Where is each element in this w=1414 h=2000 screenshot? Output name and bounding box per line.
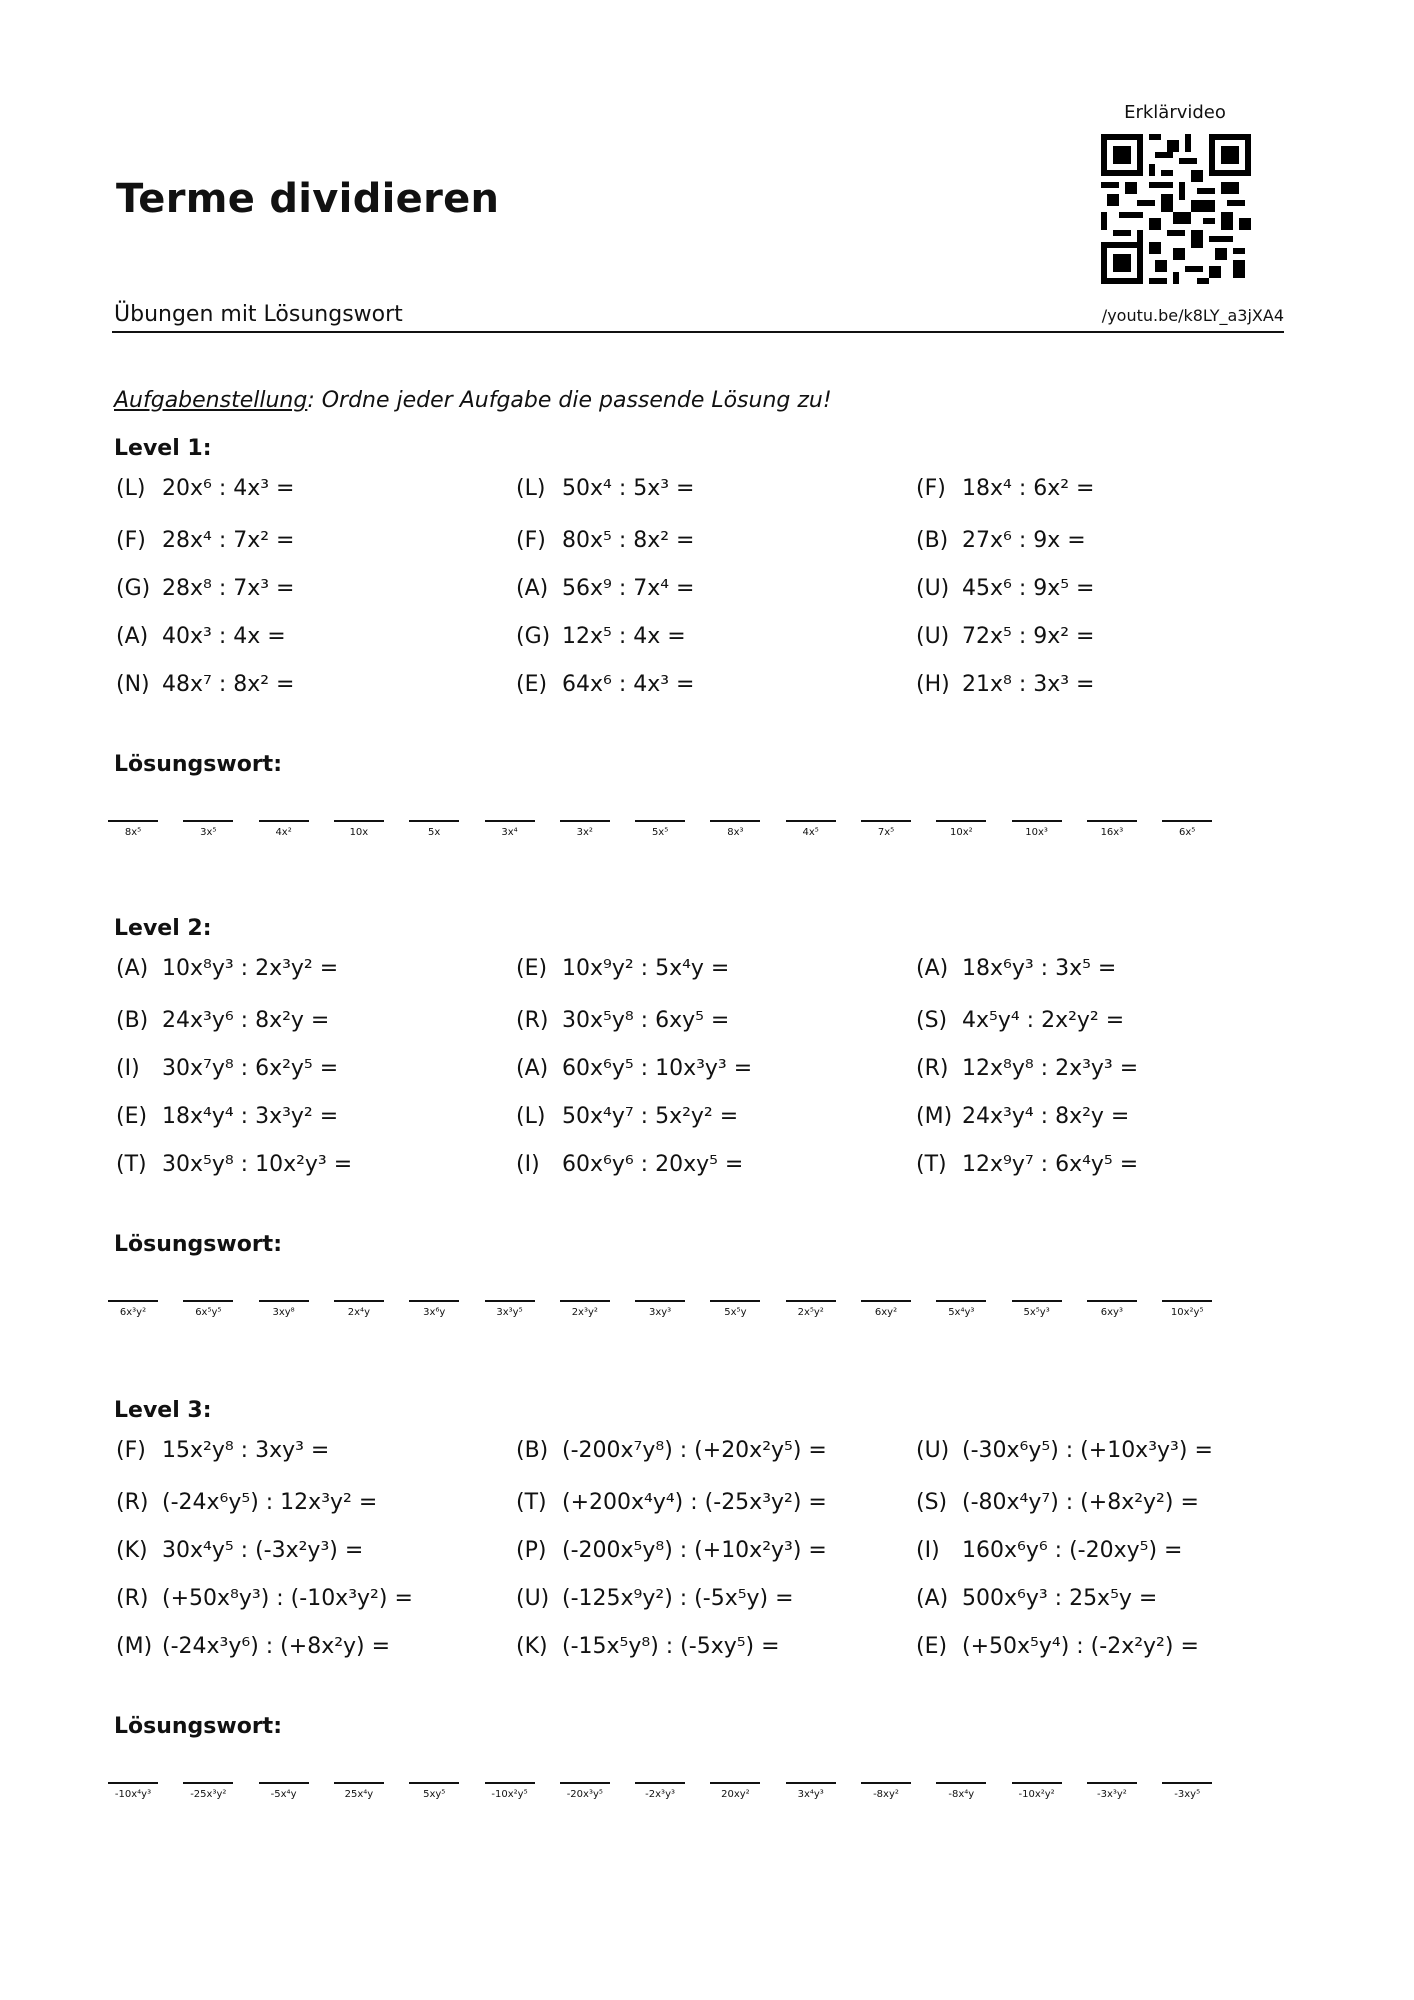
answer-term: 20xy² bbox=[721, 1789, 750, 1800]
answer-term: 6x⁵y⁵ bbox=[195, 1307, 222, 1318]
answer-slot[interactable] bbox=[936, 1300, 986, 1318]
task-item bbox=[116, 624, 286, 649]
answer-slot[interactable] bbox=[936, 820, 986, 838]
task-expression: 30x⁷y⁸ : 6x²y⁵ = bbox=[162, 1056, 339, 1081]
task-letter: (A) bbox=[516, 576, 549, 601]
answer-blank-line[interactable] bbox=[334, 820, 384, 822]
answer-slot[interactable] bbox=[710, 820, 760, 838]
answer-slot[interactable] bbox=[183, 1300, 233, 1318]
task-expression: 48x⁷ : 8x² = bbox=[162, 672, 295, 697]
answer-blank-line[interactable] bbox=[560, 820, 610, 822]
task-expression: 160x⁶y⁶ : (-20xy⁵) = bbox=[962, 1538, 1183, 1563]
task-item bbox=[916, 1056, 1138, 1081]
answer-term: 10x bbox=[349, 827, 369, 838]
header-rule bbox=[112, 331, 1284, 333]
answer-slot[interactable] bbox=[183, 820, 233, 838]
task-expression: 56x⁹ : 7x⁴ = bbox=[562, 576, 695, 601]
task-expression: (-24x³y⁶) : (+8x²y) = bbox=[162, 1634, 391, 1659]
task-expression: 18x⁴y⁴ : 3x³y² = bbox=[162, 1104, 339, 1129]
answer-term: 2x⁵y² bbox=[797, 1307, 824, 1318]
answer-blank-line[interactable] bbox=[259, 1782, 309, 1784]
task-item bbox=[916, 1586, 1157, 1611]
answer-blank-line[interactable] bbox=[635, 1300, 685, 1302]
answer-term: 3xy³ bbox=[648, 1307, 672, 1318]
task-item bbox=[516, 1056, 752, 1081]
answer-slot[interactable] bbox=[861, 1300, 911, 1318]
answer-slot[interactable] bbox=[710, 1300, 760, 1318]
answer-blank-line[interactable] bbox=[861, 1782, 911, 1784]
qr-code[interactable] bbox=[1101, 134, 1251, 284]
task-item bbox=[516, 672, 695, 697]
answer-blank-line[interactable] bbox=[108, 1782, 158, 1784]
task-expression: 40x³ : 4x = bbox=[162, 624, 286, 649]
answer-term: -10x⁴y³ bbox=[114, 1789, 152, 1800]
answer-slot[interactable] bbox=[183, 1782, 233, 1800]
answer-blank-line[interactable] bbox=[334, 1782, 384, 1784]
task-expression: 15x²y⁸ : 3xy³ = bbox=[162, 1438, 330, 1463]
task-item bbox=[516, 1490, 827, 1515]
task-letter: (R) bbox=[516, 1008, 549, 1033]
task-expression: 4x⁵y⁴ : 2x²y² = bbox=[962, 1008, 1125, 1033]
answer-term: 3x⁶y bbox=[423, 1307, 446, 1318]
answer-slot[interactable] bbox=[786, 1782, 836, 1800]
answer-slot[interactable] bbox=[635, 1300, 685, 1318]
qr-caption: Erklärvideo bbox=[1124, 102, 1226, 123]
answer-slot[interactable] bbox=[1087, 1782, 1137, 1800]
answer-term: -5x⁴y bbox=[270, 1789, 297, 1800]
task-item bbox=[916, 1438, 1213, 1463]
answer-blank-line[interactable] bbox=[710, 1300, 760, 1302]
task-item bbox=[116, 956, 338, 981]
task-item bbox=[916, 624, 1095, 649]
task-letter: (G) bbox=[516, 624, 551, 649]
task-expression: (-15x⁵y⁸) : (-5xy⁵) = bbox=[562, 1634, 780, 1659]
answer-blank-line[interactable] bbox=[635, 820, 685, 822]
task-item bbox=[516, 624, 686, 649]
task-expression: 64x⁶ : 4x³ = bbox=[562, 672, 695, 697]
task-expression: 10x⁹y² : 5x⁴y = bbox=[562, 956, 730, 981]
task-letter: (M) bbox=[116, 1634, 153, 1659]
answer-term: 10x³ bbox=[1025, 827, 1048, 838]
task-item bbox=[916, 1634, 1199, 1659]
task-expression: 30x⁵y⁸ : 10x²y³ = bbox=[162, 1152, 353, 1177]
answer-blank-line[interactable] bbox=[786, 1300, 836, 1302]
task-item bbox=[516, 1008, 729, 1033]
instruction-text: : Ordne jeder Aufgabe die passende Lösung zu! bbox=[307, 388, 832, 413]
solution-word-label: Lösungswort: bbox=[114, 752, 282, 777]
answer-blank-line[interactable] bbox=[710, 820, 760, 822]
task-item bbox=[516, 956, 729, 981]
answer-blank-line[interactable] bbox=[183, 820, 233, 822]
task-expression: 30x⁵y⁸ : 6xy⁵ = bbox=[562, 1008, 730, 1033]
page-title: Terme dividieren bbox=[116, 176, 500, 222]
task-item bbox=[516, 1634, 780, 1659]
answer-slot[interactable] bbox=[1012, 1300, 1062, 1318]
answer-term: 3x⁴ bbox=[501, 827, 518, 838]
task-item bbox=[116, 1056, 338, 1081]
answer-blank-line[interactable] bbox=[409, 820, 459, 822]
answer-blank-line[interactable] bbox=[1087, 820, 1137, 822]
page-subtitle: Übungen mit Lösungswort bbox=[114, 302, 403, 327]
task-letter: (A) bbox=[116, 956, 149, 981]
answer-term: -25x³y² bbox=[190, 1789, 227, 1800]
task-item bbox=[516, 1586, 794, 1611]
answer-term: -8x⁴y bbox=[948, 1789, 975, 1800]
task-item bbox=[516, 1104, 738, 1129]
solution-word-label: Lösungswort: bbox=[114, 1714, 282, 1739]
answer-term: 5x bbox=[428, 827, 441, 838]
answer-blank-line[interactable] bbox=[108, 820, 158, 822]
answer-term: 10x²y⁵ bbox=[1170, 1307, 1204, 1318]
task-item bbox=[116, 672, 295, 697]
answer-blank-line[interactable] bbox=[183, 1782, 233, 1784]
answer-term: 10x² bbox=[949, 827, 973, 838]
task-letter: (T) bbox=[516, 1490, 547, 1515]
task-item bbox=[116, 528, 295, 553]
task-expression: (+50x⁸y³) : (-10x³y²) = bbox=[162, 1586, 413, 1611]
task-letter: (B) bbox=[916, 528, 949, 553]
task-expression: 50x⁴ : 5x³ = bbox=[562, 476, 695, 501]
task-letter: (L) bbox=[516, 476, 546, 501]
answer-term: -3x³y² bbox=[1096, 1789, 1127, 1800]
answer-term: 3x² bbox=[576, 827, 593, 838]
task-item bbox=[516, 1438, 827, 1463]
answer-slot[interactable] bbox=[108, 1300, 158, 1318]
answer-term: 8x³ bbox=[727, 827, 744, 838]
level-2-label: Level 2: bbox=[114, 916, 212, 941]
answer-term: 3x⁴y³ bbox=[797, 1789, 824, 1800]
solution-word-label: Lösungswort: bbox=[114, 1232, 282, 1257]
answer-term: -2x³y³ bbox=[645, 1789, 675, 1800]
task-item bbox=[916, 576, 1095, 601]
answer-slot[interactable] bbox=[485, 1300, 535, 1318]
task-letter: (T) bbox=[916, 1152, 947, 1177]
task-expression: 20x⁶ : 4x³ = bbox=[162, 476, 295, 501]
answer-slot[interactable] bbox=[334, 820, 384, 838]
answer-blank-line[interactable] bbox=[409, 1782, 459, 1784]
answer-slot[interactable] bbox=[259, 1782, 309, 1800]
task-letter: (M) bbox=[916, 1104, 953, 1129]
answer-term: -10x²y⁵ bbox=[491, 1789, 528, 1800]
task-letter: (I) bbox=[116, 1056, 140, 1081]
task-expression: 27x⁶ : 9x = bbox=[962, 528, 1086, 553]
level-3-label: Level 3: bbox=[114, 1398, 212, 1423]
task-expression: 80x⁵ : 8x² = bbox=[562, 528, 695, 553]
answer-blank-line[interactable] bbox=[635, 1782, 685, 1784]
task-letter: (H) bbox=[916, 672, 950, 697]
answer-term: 6xy² bbox=[874, 1307, 898, 1318]
answer-blank-line[interactable] bbox=[710, 1782, 760, 1784]
answer-slot[interactable] bbox=[108, 820, 158, 838]
task-letter: (F) bbox=[116, 528, 146, 553]
task-letter: (R) bbox=[916, 1056, 949, 1081]
answer-slot[interactable] bbox=[786, 820, 836, 838]
answer-slot[interactable] bbox=[485, 820, 535, 838]
task-letter: (U) bbox=[916, 624, 950, 649]
answer-slot[interactable] bbox=[259, 1300, 309, 1318]
answer-term: 6x³y² bbox=[119, 1307, 147, 1318]
answer-blank-line[interactable] bbox=[409, 1300, 459, 1302]
level-1-label: Level 1: bbox=[114, 436, 212, 461]
answer-slot[interactable] bbox=[1087, 1300, 1137, 1318]
task-letter: (E) bbox=[516, 672, 548, 697]
task-item bbox=[116, 576, 295, 601]
task-item bbox=[116, 476, 295, 501]
task-expression: (-200x⁷y⁸) : (+20x²y⁵) = bbox=[562, 1438, 827, 1463]
task-letter: (K) bbox=[516, 1634, 548, 1659]
task-letter: (F) bbox=[916, 476, 946, 501]
task-item bbox=[916, 528, 1086, 553]
task-letter: (B) bbox=[516, 1438, 549, 1463]
answer-blank-line[interactable] bbox=[560, 1300, 610, 1302]
answer-term: -3xy⁵ bbox=[1174, 1789, 1201, 1800]
answer-slot[interactable] bbox=[560, 1300, 610, 1318]
task-expression: 28x⁸ : 7x³ = bbox=[162, 576, 295, 601]
answer-slot[interactable] bbox=[108, 1782, 158, 1800]
answer-slot[interactable] bbox=[936, 1782, 986, 1800]
answer-term: 3xy⁸ bbox=[272, 1307, 295, 1318]
task-item bbox=[516, 576, 695, 601]
task-expression: (-200x⁵y⁸) : (+10x²y³) = bbox=[562, 1538, 827, 1563]
task-expression: 24x³y⁴ : 8x²y = bbox=[962, 1104, 1130, 1129]
answer-blank-line[interactable] bbox=[1087, 1300, 1137, 1302]
task-letter: (E) bbox=[916, 1634, 948, 1659]
task-item bbox=[516, 528, 695, 553]
task-letter: (B) bbox=[116, 1008, 149, 1033]
answer-term: 8x⁵ bbox=[124, 827, 142, 838]
answer-term: -20x³y⁵ bbox=[566, 1789, 603, 1800]
answer-blank-line[interactable] bbox=[334, 1300, 384, 1302]
task-item bbox=[516, 476, 695, 501]
answer-slot[interactable] bbox=[334, 1300, 384, 1318]
answer-term: 2x³y² bbox=[571, 1307, 598, 1318]
task-expression: 30x⁴y⁵ : (-3x²y³) = bbox=[162, 1538, 364, 1563]
answer-blank-line[interactable] bbox=[936, 1300, 986, 1302]
answer-term: -10x²y² bbox=[1018, 1789, 1055, 1800]
task-letter: (N) bbox=[116, 672, 150, 697]
task-letter: (A) bbox=[916, 1586, 949, 1611]
task-item bbox=[116, 1438, 329, 1463]
answer-blank-line[interactable] bbox=[183, 1300, 233, 1302]
task-expression: 12x⁹y⁷ : 6x⁴y⁵ = bbox=[962, 1152, 1139, 1177]
task-expression: 60x⁶y⁵ : 10x³y³ = bbox=[562, 1056, 753, 1081]
answer-term: 7x⁵ bbox=[877, 827, 895, 838]
task-item bbox=[916, 476, 1095, 501]
task-expression: (-24x⁶y⁵) : 12x³y² = bbox=[162, 1490, 378, 1515]
task-letter: (U) bbox=[916, 1438, 950, 1463]
answer-slot[interactable] bbox=[861, 820, 911, 838]
answer-blank-line[interactable] bbox=[1162, 1300, 1212, 1302]
answer-blank-line[interactable] bbox=[485, 820, 535, 822]
answer-blank-line[interactable] bbox=[259, 1300, 309, 1302]
task-expression: 18x⁴ : 6x² = bbox=[962, 476, 1095, 501]
answer-slot[interactable] bbox=[1162, 820, 1212, 838]
task-letter: (U) bbox=[516, 1586, 550, 1611]
answer-slot[interactable] bbox=[1012, 1782, 1062, 1800]
task-letter: (A) bbox=[916, 956, 949, 981]
task-item bbox=[916, 1152, 1138, 1177]
answer-blank-line[interactable] bbox=[560, 1782, 610, 1784]
task-item bbox=[916, 956, 1116, 981]
answer-slot[interactable] bbox=[635, 1782, 685, 1800]
answer-blank-line[interactable] bbox=[1087, 1782, 1137, 1784]
task-expression: (-125x⁹y²) : (-5x⁵y) = bbox=[562, 1586, 794, 1611]
task-item bbox=[516, 1152, 743, 1177]
task-expression: (-80x⁴y⁷) : (+8x²y²) = bbox=[962, 1490, 1199, 1515]
task-letter: (R) bbox=[116, 1586, 149, 1611]
answer-slot[interactable] bbox=[409, 820, 459, 838]
answer-term: 5x⁵y bbox=[724, 1307, 747, 1318]
answer-slot[interactable] bbox=[560, 820, 610, 838]
answer-term: 4x² bbox=[275, 827, 292, 838]
answer-blank-line[interactable] bbox=[1012, 1782, 1062, 1784]
instruction-label: Aufgabenstellung bbox=[114, 388, 308, 413]
answer-slot[interactable] bbox=[710, 1782, 760, 1800]
task-expression: 72x⁵ : 9x² = bbox=[962, 624, 1095, 649]
answer-slot[interactable] bbox=[485, 1782, 535, 1800]
task-letter: (U) bbox=[916, 576, 950, 601]
answer-term: 3x⁵ bbox=[200, 827, 217, 838]
answer-term: 6x⁵ bbox=[1179, 827, 1196, 838]
task-letter: (R) bbox=[116, 1490, 149, 1515]
answer-blank-line[interactable] bbox=[485, 1782, 535, 1784]
answer-slot[interactable] bbox=[635, 820, 685, 838]
task-letter: (L) bbox=[116, 476, 146, 501]
answer-term: 4x⁵ bbox=[802, 827, 819, 838]
task-letter: (T) bbox=[116, 1152, 147, 1177]
task-expression: 10x⁸y³ : 2x³y² = bbox=[162, 956, 339, 981]
answer-term: 3x³y⁵ bbox=[496, 1307, 523, 1318]
task-letter: (K) bbox=[116, 1538, 148, 1563]
answer-blank-line[interactable] bbox=[936, 1782, 986, 1784]
task-letter: (P) bbox=[516, 1538, 547, 1563]
task-expression: 28x⁴ : 7x² = bbox=[162, 528, 295, 553]
answer-blank-line[interactable] bbox=[1012, 1300, 1062, 1302]
task-letter: (I) bbox=[516, 1152, 540, 1177]
task-letter: (F) bbox=[116, 1438, 146, 1463]
answer-slot[interactable] bbox=[786, 1300, 836, 1318]
answer-blank-line[interactable] bbox=[259, 820, 309, 822]
answer-slot[interactable] bbox=[409, 1782, 459, 1800]
task-letter: (S) bbox=[916, 1490, 948, 1515]
task-letter: (E) bbox=[116, 1104, 148, 1129]
answer-blank-line[interactable] bbox=[936, 820, 986, 822]
answer-blank-line[interactable] bbox=[485, 1300, 535, 1302]
task-item bbox=[916, 1104, 1129, 1129]
answer-slot[interactable] bbox=[1162, 1782, 1212, 1800]
task-expression: 12x⁵ : 4x = bbox=[562, 624, 686, 649]
answer-term: 16x³ bbox=[1100, 827, 1124, 838]
task-item bbox=[916, 1490, 1199, 1515]
task-item bbox=[916, 1538, 1182, 1563]
answer-blank-line[interactable] bbox=[108, 1300, 158, 1302]
answer-term: 5x⁵ bbox=[651, 827, 669, 838]
task-item bbox=[116, 1104, 338, 1129]
instruction bbox=[114, 388, 832, 413]
answer-term: 5x⁴y³ bbox=[948, 1307, 975, 1318]
task-letter: (G) bbox=[116, 576, 151, 601]
task-expression: (+50x⁵y⁴) : (-2x²y²) = bbox=[962, 1634, 1199, 1659]
answer-slot[interactable] bbox=[259, 820, 309, 838]
answer-slot[interactable] bbox=[334, 1782, 384, 1800]
task-item bbox=[116, 1152, 352, 1177]
task-letter: (A) bbox=[516, 1056, 549, 1081]
answer-term: 5x⁵y³ bbox=[1023, 1307, 1050, 1318]
answer-term: 2x⁴y bbox=[347, 1307, 370, 1318]
task-item bbox=[116, 1008, 329, 1033]
answer-term: 6xy³ bbox=[1100, 1307, 1123, 1318]
task-expression: 18x⁶y³ : 3x⁵ = bbox=[962, 956, 1117, 981]
task-letter: (A) bbox=[116, 624, 149, 649]
answer-blank-line[interactable] bbox=[1012, 820, 1062, 822]
task-letter: (L) bbox=[516, 1104, 546, 1129]
task-item bbox=[916, 1008, 1124, 1033]
answer-blank-line[interactable] bbox=[1162, 820, 1212, 822]
answer-term: 25x⁴y bbox=[344, 1789, 374, 1800]
answer-term: 5xy⁵ bbox=[423, 1789, 446, 1800]
answer-slot[interactable] bbox=[560, 1782, 610, 1800]
task-expression: 60x⁶y⁶ : 20xy⁵ = bbox=[562, 1152, 744, 1177]
task-item bbox=[116, 1586, 413, 1611]
answer-slot[interactable] bbox=[409, 1300, 459, 1318]
task-letter: (I) bbox=[916, 1538, 940, 1563]
task-expression: 45x⁶ : 9x⁵ = bbox=[962, 576, 1095, 601]
task-letter: (E) bbox=[516, 956, 548, 981]
task-item bbox=[116, 1634, 390, 1659]
task-item bbox=[916, 672, 1095, 697]
answer-slot[interactable] bbox=[1012, 820, 1062, 838]
answer-blank-line[interactable] bbox=[786, 820, 836, 822]
answer-slot[interactable] bbox=[1162, 1300, 1212, 1318]
answer-blank-line[interactable] bbox=[861, 1300, 911, 1302]
task-letter: (F) bbox=[516, 528, 546, 553]
task-item bbox=[116, 1490, 377, 1515]
task-expression: 50x⁴y⁷ : 5x²y² = bbox=[562, 1104, 739, 1129]
answer-blank-line[interactable] bbox=[1162, 1782, 1212, 1784]
task-expression: 24x³y⁶ : 8x²y = bbox=[162, 1008, 330, 1033]
task-expression: (-30x⁶y⁵) : (+10x³y³) = bbox=[962, 1438, 1213, 1463]
answer-term: -8xy² bbox=[873, 1789, 899, 1800]
video-url[interactable]: /youtu.be/k8LY_a3jXA4 bbox=[1101, 306, 1284, 325]
task-expression: 12x⁸y⁸ : 2x³y³ = bbox=[962, 1056, 1139, 1081]
answer-blank-line[interactable] bbox=[786, 1782, 836, 1784]
task-item bbox=[116, 1538, 363, 1563]
task-expression: (+200x⁴y⁴) : (-25x³y²) = bbox=[562, 1490, 827, 1515]
answer-slot[interactable] bbox=[1087, 820, 1137, 838]
task-expression: 21x⁸ : 3x³ = bbox=[962, 672, 1095, 697]
task-expression: 500x⁶y³ : 25x⁵y = bbox=[962, 1586, 1158, 1611]
answer-slot[interactable] bbox=[861, 1782, 911, 1800]
answer-blank-line[interactable] bbox=[861, 820, 911, 822]
task-item bbox=[516, 1538, 827, 1563]
task-letter: (S) bbox=[916, 1008, 948, 1033]
